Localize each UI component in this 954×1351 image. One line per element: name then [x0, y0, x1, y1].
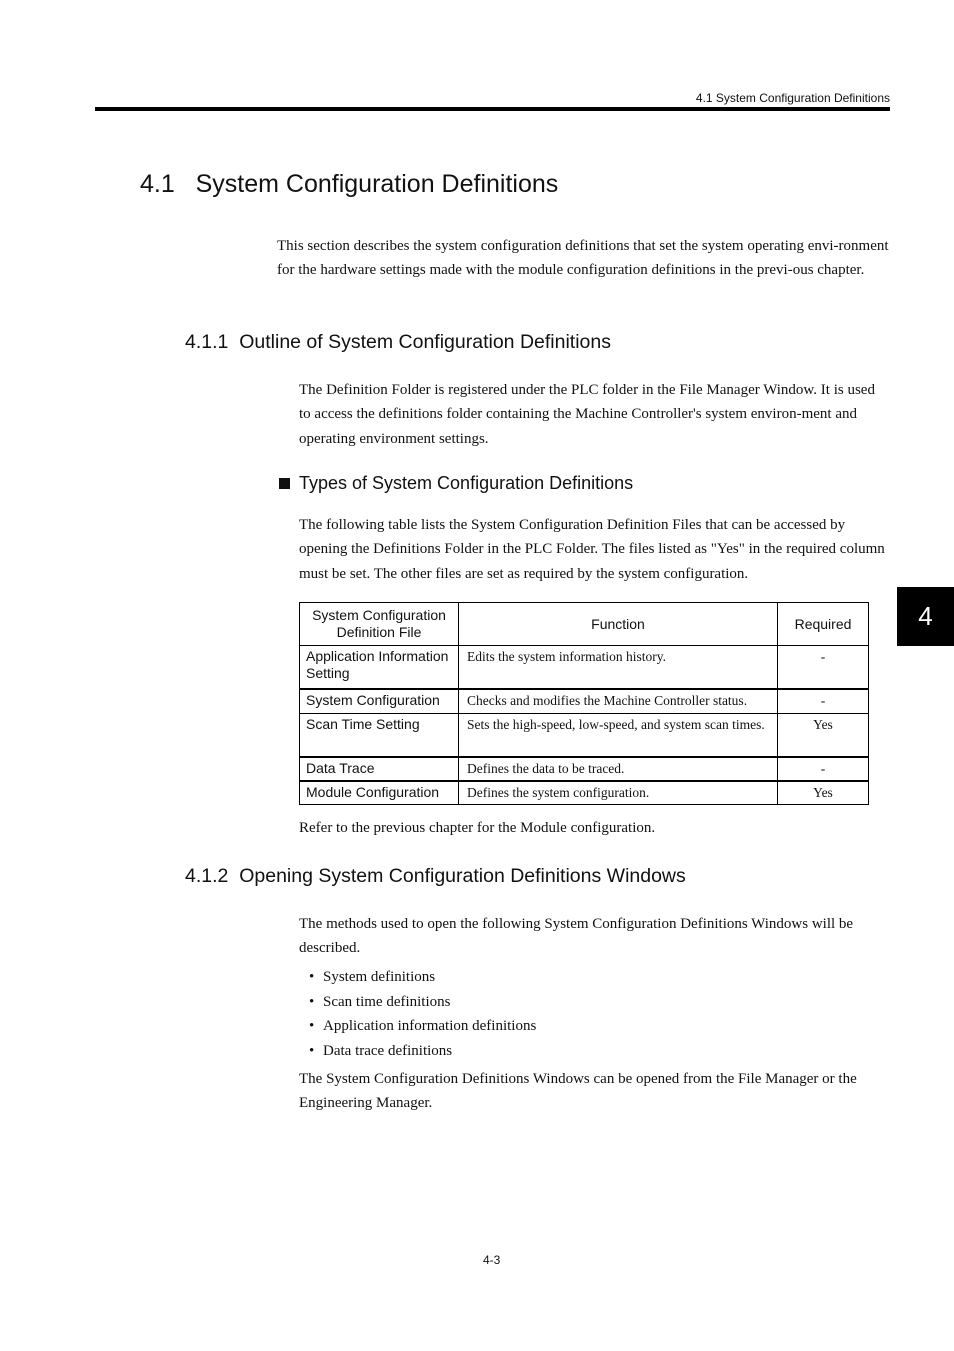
- table-cell-function: Defines the data to be traced.: [459, 757, 778, 781]
- bullet-icon: •: [309, 1018, 315, 1034]
- outline-text: The Definition Folder is registered under the PLC folder in the File Manager Window. It is used to access the definitions folder containing the Machine Controller's system environ-ment and operating environment settings.: [299, 382, 875, 447]
- table-cell-required: -: [778, 757, 869, 781]
- table-cell-file: Scan Time Setting: [300, 714, 459, 757]
- list-item-label: System definitions: [323, 969, 436, 985]
- list-item: [299, 1014, 889, 1039]
- header-rule: [95, 107, 890, 111]
- table-cell-function: Checks and modifies the Machine Controller status.: [459, 689, 778, 714]
- table-cell-function: Sets the high-speed, low-speed, and system scan times.: [459, 714, 778, 757]
- table-note: [299, 816, 655, 840]
- definitions-table: [299, 602, 869, 805]
- table-row: [300, 714, 869, 757]
- table-row: [300, 646, 869, 689]
- page-number: 4-3: [483, 1253, 501, 1267]
- table-cell-required: Yes: [778, 714, 869, 757]
- subsection-title: Outline of System Configuration Definitions: [239, 331, 611, 353]
- subsection-heading-opening: [185, 865, 686, 888]
- table-note-text: Refer to the previous chapter for the Module configuration.: [299, 820, 656, 836]
- section-intro: [277, 234, 890, 283]
- table-cell-file: Module Configuration: [300, 781, 459, 805]
- types-heading-text: Types of System Configuration Definitions: [299, 473, 634, 493]
- section-intro-text: This section describes the system configuration definitions that set the system operating envi-ronment for the hardware settings made with the module configuration definitions in the previ-ous chapter.: [277, 238, 889, 279]
- table-cell-required: -: [778, 689, 869, 714]
- list-item: [299, 990, 889, 1015]
- table-cell-function: Defines the system configuration.: [459, 781, 778, 805]
- opening-text: The methods used to open the following System Configuration Definitions Windows will be described.: [299, 916, 854, 957]
- list-item-label: Application information definitions: [323, 1018, 537, 1034]
- section-number: 4.1: [140, 170, 175, 198]
- list-item: [299, 965, 889, 990]
- table-header-row: [300, 603, 869, 646]
- running-header: 4.1 System Configuration Definitions: [695, 91, 890, 105]
- outline-paragraph: [299, 378, 889, 451]
- list-item-label: Scan time definitions: [323, 993, 451, 1010]
- table-cell-function: Edits the system information history.: [459, 646, 778, 689]
- closing-text: The System Configuration Definitions Windows can be opened from the File Manager or the Engineering Manager.: [299, 1071, 857, 1112]
- bullet-icon: •: [309, 993, 315, 1010]
- table-cell-file: Application Information Setting: [300, 646, 459, 689]
- subsection-number: 4.1.2: [185, 865, 229, 887]
- table-header-cell: Function: [459, 603, 778, 646]
- subsection-heading-outline: [185, 331, 611, 354]
- closing-paragraph: [299, 1067, 889, 1116]
- window-list: [299, 965, 889, 1063]
- section-title: System Configuration Definitions: [195, 170, 559, 198]
- list-item: [299, 1039, 889, 1064]
- opening-paragraph: [299, 912, 891, 961]
- bullet-icon: •: [309, 969, 315, 985]
- types-paragraph: [299, 513, 891, 586]
- section-heading: [140, 170, 558, 199]
- table-cell-required: -: [778, 646, 869, 689]
- table-header-cell: Required: [778, 603, 869, 646]
- types-text: The following table lists the System Configuration Definition Files that can be accessed by opening the Definitions Folder in the PLC Folder. The files listed as "Yes" in the required column must be set. The other files are set as required by the system configuration.: [299, 517, 885, 582]
- table-row: [300, 781, 869, 805]
- subsection-number: 4.1.1: [185, 331, 229, 353]
- bullet-icon: •: [309, 1042, 315, 1059]
- list-item-label: Data trace definitions: [323, 1042, 453, 1059]
- table-row: [300, 689, 869, 714]
- table-cell-required: Yes: [778, 781, 869, 805]
- subsection-title: Opening System Configuration Definitions Windows: [239, 865, 686, 887]
- table-cell-file: System Configuration: [300, 689, 459, 714]
- table-cell-file: Data Trace: [300, 757, 459, 781]
- table-header-cell: System Configuration Definition File: [300, 603, 459, 646]
- chapter-tab: 4: [897, 587, 954, 646]
- types-heading: [279, 473, 633, 494]
- table-row: [300, 757, 869, 781]
- square-bullet-icon: [279, 478, 290, 489]
